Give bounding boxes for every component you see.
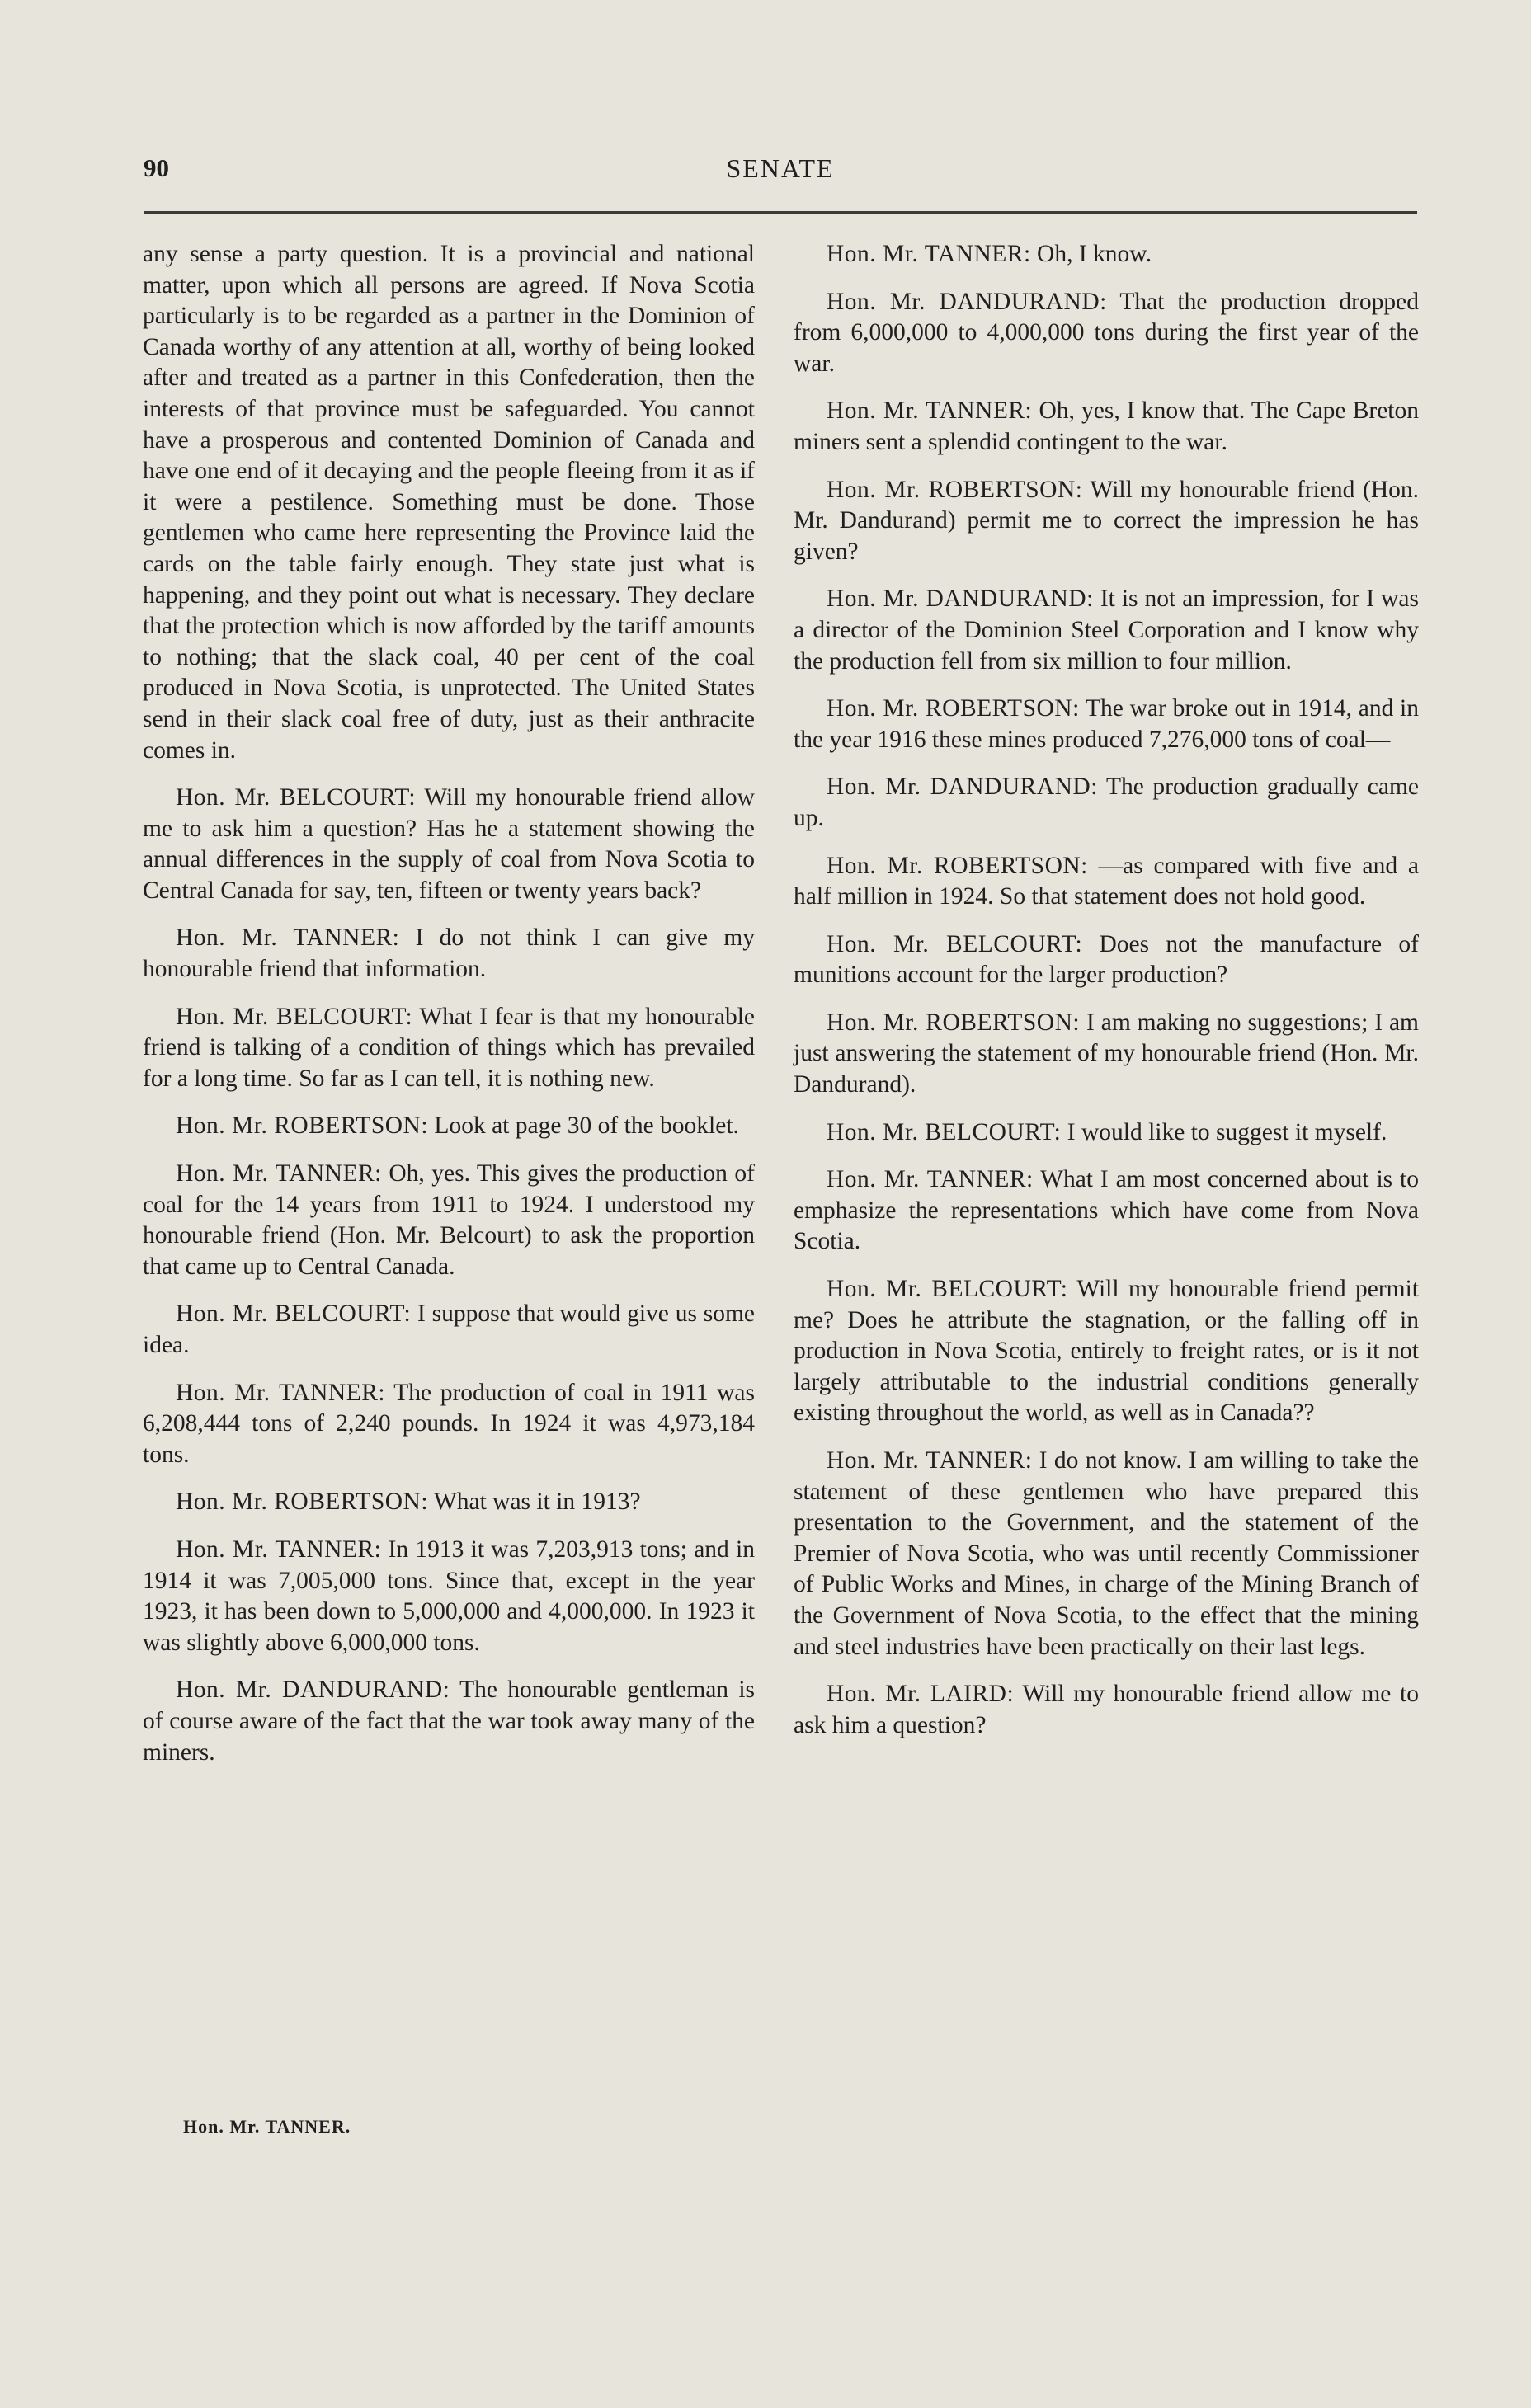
speech: [794, 694, 1419, 755]
speaker-name: Hon. Mr. TANNER:: [827, 241, 1031, 267]
speaker-name: Hon. Mr. TANNER:: [176, 1160, 382, 1188]
speech: [143, 1535, 755, 1658]
speech: [143, 1675, 755, 1768]
speech: [143, 1487, 755, 1518]
speaker-name: Hon. Mr. ROBERTSON:: [827, 852, 1088, 879]
speech: [794, 475, 1419, 568]
speech-text: Will my honourable friend allow me to ask him a question?: [794, 1681, 1420, 1738]
paragraph: [143, 239, 755, 766]
speech-text: Oh, yes. This gives the production of coal for the 14 years from 1911 to 1924. I understood my honourable friend (Hon. Mr. Belcourt) to ask the proportion that came up to Central Canada.: [143, 1160, 755, 1280]
speech: [794, 1446, 1419, 1663]
speaker-name: Hon. Mr. LAIRD:: [827, 1681, 1015, 1708]
speaker-name: Hon. Mr. ROBERTSON:: [176, 1489, 429, 1516]
speech-text: —as compared with five and a half million in 1924. So that statement does not hold good.: [794, 852, 1419, 910]
speech-text: The production of coal in 1911 was 6,208,444 tons of 2,240 pounds. In 1924 it was 4,973,184 tons.: [143, 1379, 756, 1468]
speech-text: In 1913 it was 7,203,913 tons; and in 1914 it was 7,005,000 tons. Since that, except in the year 1923, it has been down to 5,000,000 and 4,000,000. In 1923 it was slightly above 6,000,000 tons.: [143, 1536, 755, 1656]
page-header: [144, 153, 1417, 211]
speaker-name: Hon. Mr. TANNER:: [176, 924, 400, 952]
speech-text: What was it in 1913?: [433, 1489, 641, 1516]
speech: [143, 1111, 755, 1142]
speech: [143, 1378, 755, 1471]
speech: [794, 1117, 1419, 1149]
speech-text: The honourable gentleman is of course aware of the fact that the war took away many of the miners.: [143, 1677, 755, 1766]
page-title: SENATE: [726, 153, 835, 183]
speech: [143, 923, 755, 985]
right-column: [794, 239, 1419, 1757]
speech-text: Oh, I know.: [1037, 241, 1152, 267]
speech-text: That the production dropped from 6,000,000 to 4,000,000 tons during the first year of the war.: [794, 288, 1419, 377]
speech-text: I do not think I can give my honourable friend that information.: [143, 924, 755, 983]
speaker-name: Hon. Mr. BELCOURT:: [827, 930, 1083, 957]
speech: [794, 287, 1419, 380]
speech: [794, 396, 1419, 458]
speaker-name: Hon. Mr. BELCOURT:: [176, 1300, 412, 1328]
left-column: [143, 239, 755, 1785]
speaker-name: Hon. Mr. TANNER:: [176, 1379, 386, 1406]
speaker-name: Hon. Mr. ROBERTSON:: [176, 1112, 429, 1140]
speech: [794, 929, 1419, 991]
speech: [794, 1164, 1419, 1258]
speaker-name: Hon. Mr. DANDURAND:: [827, 774, 1098, 801]
speech: [143, 1002, 755, 1095]
speech-text: What I am most concerned about is to emphasize the representations which have come from Nova Scotia.: [794, 1166, 1419, 1255]
speaker-name: Hon. Mr. DANDURAND:: [827, 586, 1094, 613]
speech: [794, 772, 1419, 834]
speaker-name: Hon. Mr. ROBERTSON:: [827, 476, 1083, 503]
speech-text: I do not know. I am willing to take the statement of these gentlemen who have prepared this presentation to the Government, and the statement of the Premier of Nova Scotia, who was until recently Commissioner of Public Works and Mines, in charge of the Mining Branch of the Government of Nova Scotia, to the effect that the mining and steel industries have been practically on their last legs.: [794, 1447, 1420, 1660]
speaker-name: Hon. Mr. BELCOURT:: [176, 1003, 413, 1030]
speech-text: Will my honourable friend permit me? Does he attribute the stagnation, or the falling off in production in Nova Scotia, entirely to freight rates, or is it not largely attributable to the industrial conditions generally existing throughout the world, as well as in Canada??: [794, 1276, 1419, 1427]
speaker-name: Hon. Mr. TANNER:: [827, 1447, 1033, 1474]
catchword: Hon. Mr. TANNER.: [183, 2116, 351, 2137]
speaker-name: Hon. Mr. BELCOURT:: [827, 1276, 1068, 1303]
speech-text: I am making no suggestions; I am just answering the statement of my honourable friend (Hon. Mr. Dandurand).: [794, 1009, 1419, 1098]
speech: [794, 239, 1419, 270]
paragraph-text: any sense a party question. It is a provincial and national matter, upon which all persons are agreed. If Nova Scotia particularly is to be regarded as a partner in the Dominion of Canada worthy of any attention at all, worthy of being looked after and treated as a partner in this Confederation, then the interests of that province must be safeguarded. You cannot have a prosperous and contented Dominion of Canada and have one end of it decaying and the people fleeing from it as if it were a pestilence. Something must be done. Those gentlemen who came here representing the Province laid the cards on the table fairly enough. They state just what is happening, and they point out what is necessary. They declare that the protection which is now afforded by the tariff amounts to nothing; that the slack coal, 40 per cent of the coal produced in Nova Scotia, is unprotected. The United States send in their slack coal free of duty, just as their anthracite comes in.: [143, 241, 755, 764]
speech-text: What I fear is that my honourable friend is talking of a condition of things which has prevailed for a long time. So far as I can tell, it is nothing new.: [143, 1003, 755, 1092]
speech-text: Will my honourable friend allow me to ask him a question? Has he a statement showing the annual differences in the supply of coal from Nova Scotia to Central Canada for say, ten, fifteen or twenty years back?: [143, 784, 755, 904]
speaker-name: Hon. Mr. BELCOURT:: [827, 1118, 1062, 1145]
speech-text: The production gradually came up.: [794, 774, 1419, 831]
speech: [794, 1679, 1419, 1741]
speaker-name: Hon. Mr. ROBERTSON:: [827, 1009, 1081, 1036]
speech-text: Will my honourable friend (Hon. Mr. Dandurand) permit me to correct the impression he has given?: [794, 476, 1420, 565]
speaker-name: Hon. Mr. DANDURAND:: [176, 1677, 450, 1704]
speech: [143, 1299, 755, 1361]
speaker-name: Hon. Mr. TANNER:: [827, 1166, 1034, 1193]
speaker-name: Hon. Mr. TANNER:: [176, 1536, 382, 1563]
speech-text: Oh, yes, I know that. The Cape Breton miners sent a splendid contingent to the war.: [794, 397, 1419, 455]
speech-text: Does not the manufacture of munitions account for the larger production?: [794, 930, 1419, 989]
speech: [794, 1008, 1419, 1101]
speaker-name: Hon. Mr. DANDURAND:: [827, 288, 1107, 315]
speech: [794, 851, 1419, 913]
speech-text: It is not an impression, for I was a director of the Dominion Steel Corporation and I know why the production fell from six million to four million.: [794, 586, 1419, 675]
speech-text: I would like to suggest it myself.: [1067, 1118, 1387, 1145]
speech-text: The war broke out in 1914, and in the year 1916 these mines produced 7,276,000 tons of coal—: [794, 695, 1420, 753]
speech: [794, 1274, 1419, 1429]
speech: [794, 584, 1419, 677]
speaker-name: Hon. Mr. TANNER:: [827, 397, 1033, 425]
speech: [143, 1159, 755, 1282]
speaker-name: Hon. Mr. ROBERTSON:: [827, 695, 1080, 722]
speech-text: Look at page 30 of the booklet.: [434, 1112, 739, 1140]
speech: [143, 783, 755, 906]
speaker-name: Hon. Mr. BELCOURT:: [176, 784, 417, 811]
page-number: 90: [144, 153, 169, 182]
speech-text: I suppose that would give us some idea.: [143, 1300, 756, 1358]
header-rule: [144, 211, 1417, 214]
